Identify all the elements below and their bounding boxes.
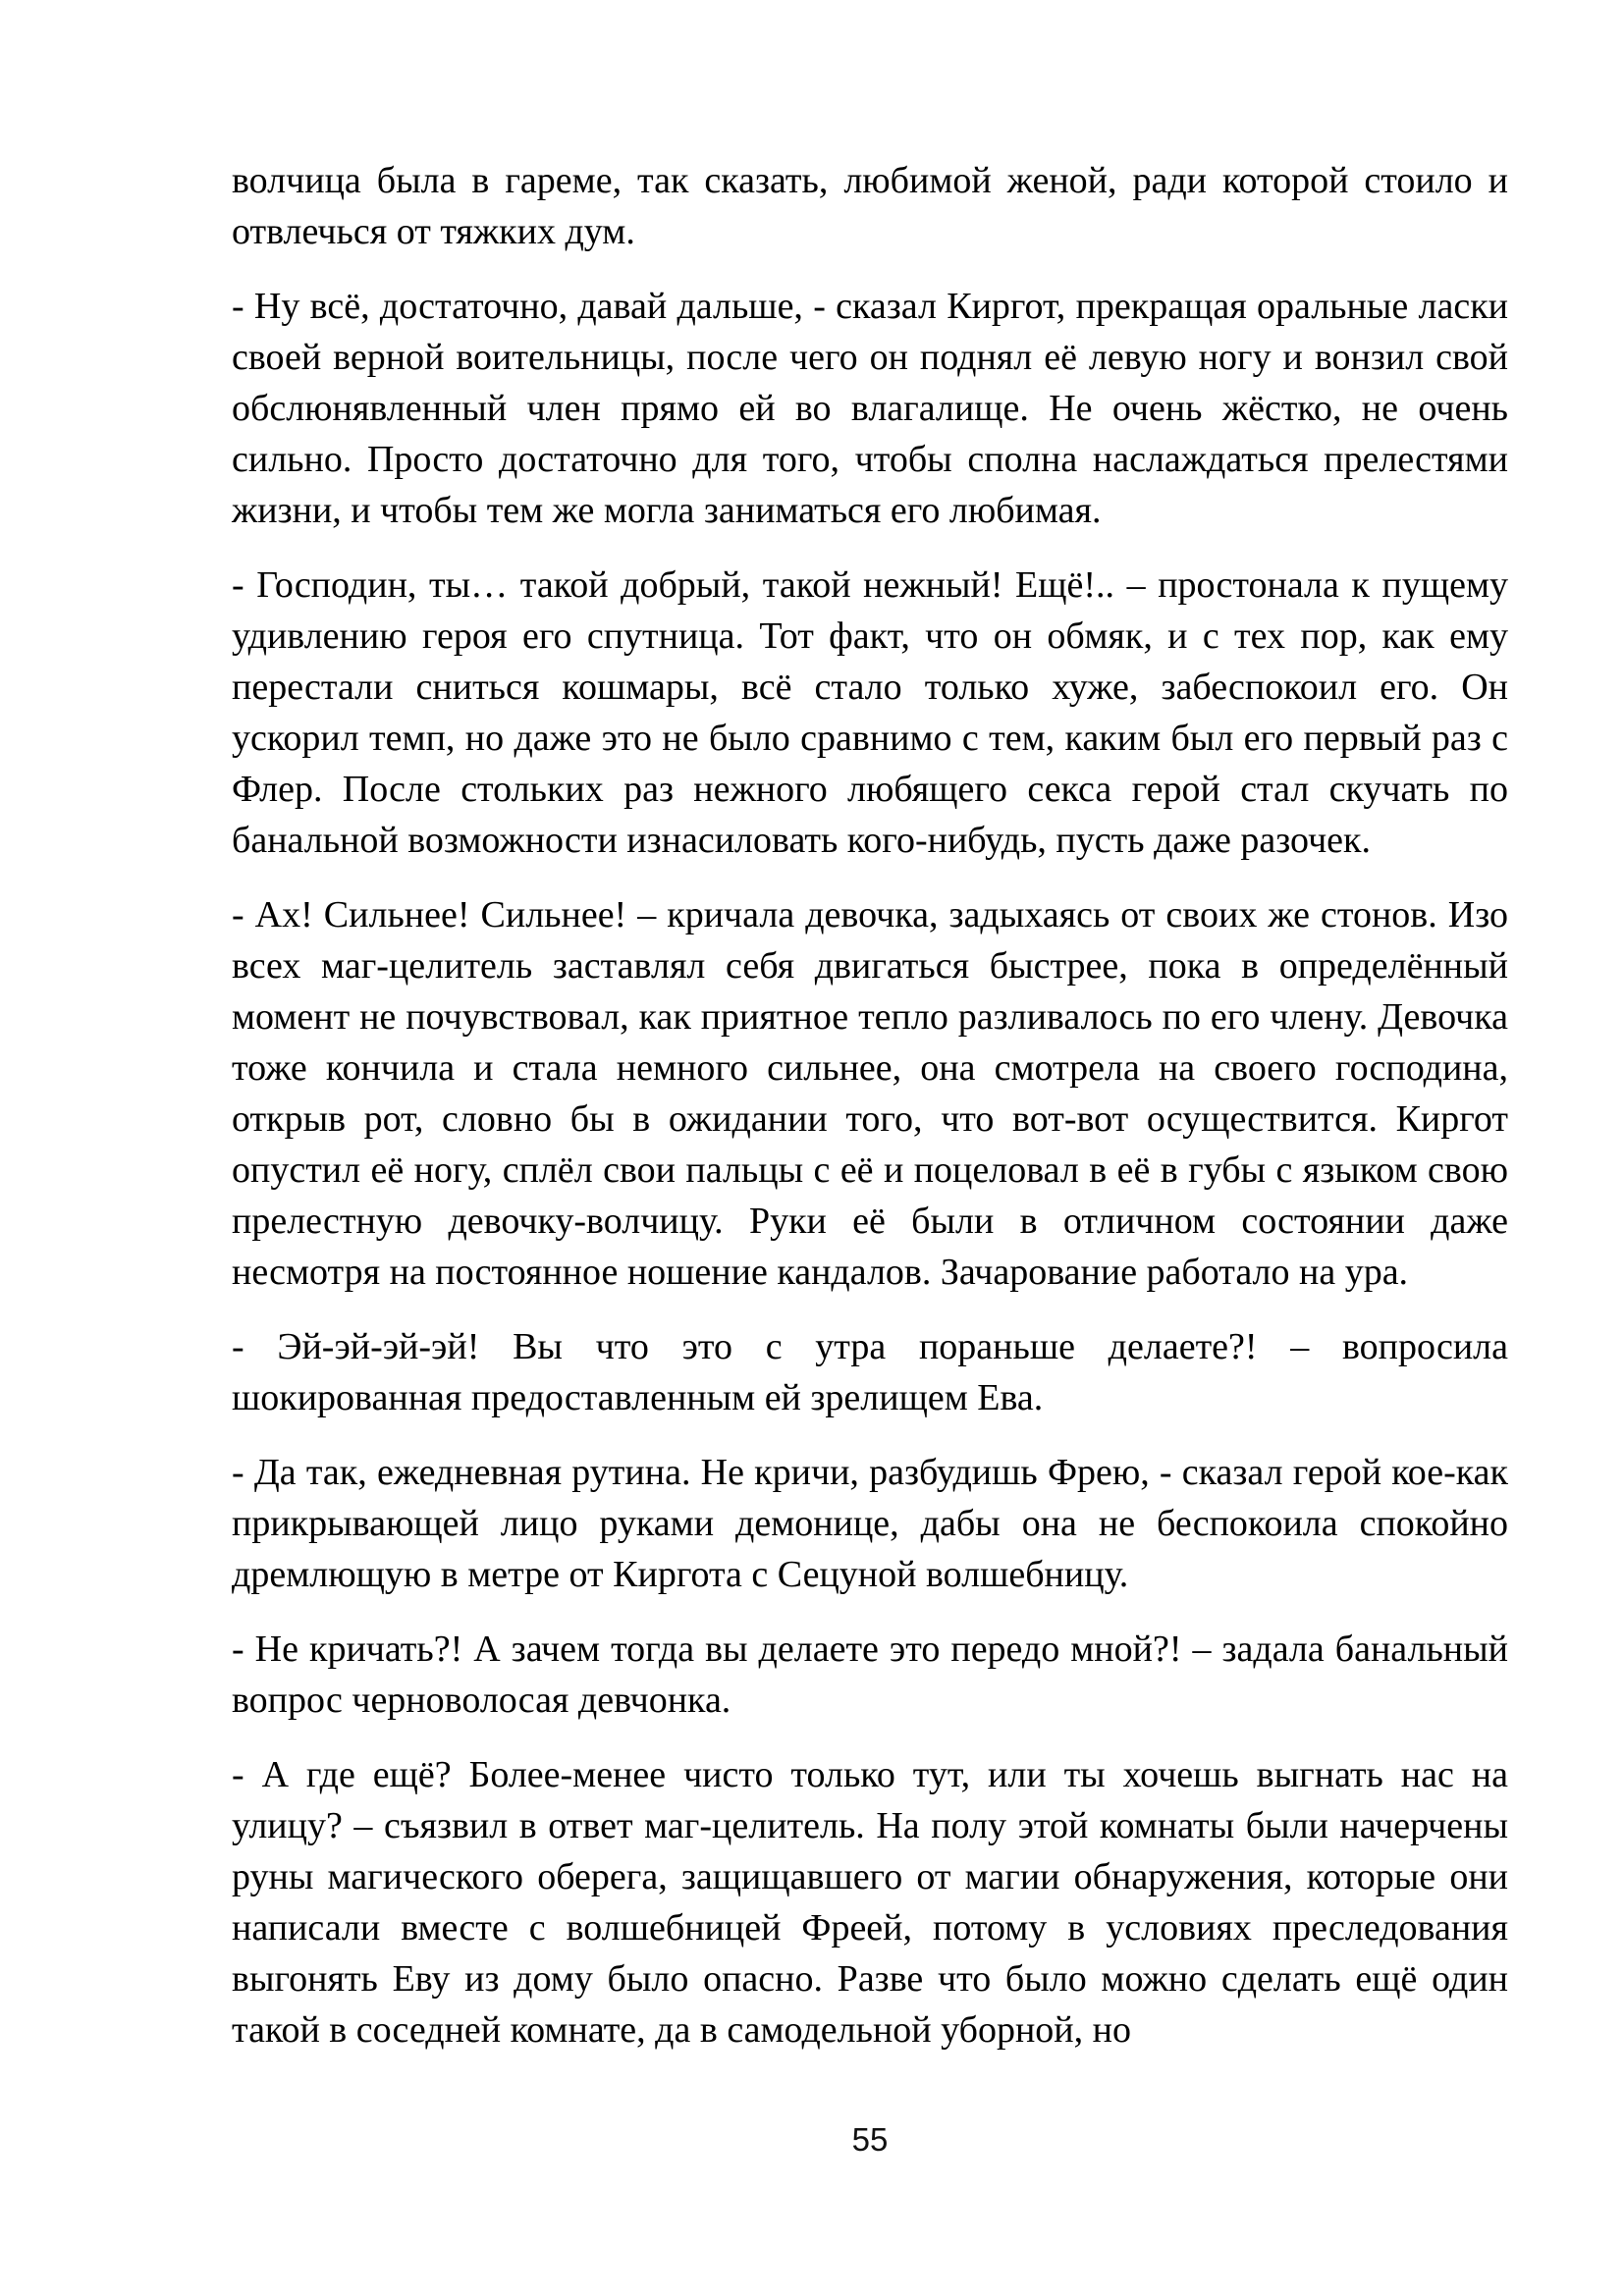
paragraph: волчица была в гареме, так сказать, любимой женой, ради которой стоило и отвлечься от тяжких дум. [232, 160, 1508, 252]
paragraph: - Ах! Сильнее! Сильнее! – кричала девочка, задыхаясь от своих же стонов. Изо всех маг-целитель заставлял себя двигаться быстрее, пока в определённый момент не почувствовал, как приятное тепло разливалось по его члену. Девочка тоже кончила и стала немного сильнее, она смотрела на своего господина, открыв рот, словно бы в ожидании того, что вот-вот осуществится. Киргот опустил её ногу, сплёл свои пальцы с её и поцеловал в её в губы с языком свою прелестную девочку-волчицу. Руки её были в отличном состоянии даже несмотря на постоянное ношение кандалов. Зачарование работало на ура. [232, 894, 1508, 1293]
paragraph: - Эй-эй-эй-эй! Вы что это с утра пораньше делаете?! – вопросила шокированная предоставленным ей зрелищем Ева. [232, 1326, 1508, 1418]
page-number: 55 [851, 2121, 889, 2158]
paragraph: - Господин, ты… такой добрый, такой нежный! Ещё!.. – простонала к пущему удивлению героя его спутница. Тот факт, что он обмяк, и с тех пор, как ему перестали сниться кошмары, всё стало только хуже, забеспокоил его. Он ускорил темп, но даже это не было сравнимо с тем, каким был его первый раз с Флер. После стольких раз нежного любящего секса герой стал скучать по банальной возможности изнасиловать кого-нибудь, пусть даже разочек. [232, 564, 1508, 861]
page-body-text [232, 155, 1508, 2079]
page-footer [232, 2120, 1508, 2160]
paragraph: - Не кричать?! А зачем тогда вы делаете это передо мной?! – задала банальный вопрос черноволосая девчонка. [232, 1629, 1508, 1721]
paragraph: - Да так, ежедневная рутина. Не кричи, разбудишь Фрею, - сказал герой кое-как прикрывающей лицо руками демонице, дабы она не беспокоила спокойно дремлющую в метре от Киргота с Сецуной волшебницу. [232, 1452, 1508, 1595]
paragraph: - Ну всё, достаточно, давай дальше, - сказал Киргот, прекращая оральные ласки своей верной воительницы, после чего он поднял её левую ногу и вонзил свой обслюнявленный член прямо ей во влагалище. Не очень жёстко, не очень сильно. Просто достаточно для того, чтобы сполна наслаждаться прелестями жизни, и чтобы тем же могла заниматься его любимая. [232, 286, 1508, 531]
paragraph: - А где ещё? Более-менее чисто только тут, или ты хочешь выгнать нас на улицу? – съязвил в ответ маг-целитель. На полу этой комнаты были начерчены руны магического оберега, защищавшего от магии обнаружения, которые они написали вместе с волшебницей Фреей, потому в условиях преследования выгонять Еву из дому было опасно. Разве что было можно сделать ещё один такой в соседней комнате, да в самодельной уборной, но [232, 1754, 1508, 2051]
